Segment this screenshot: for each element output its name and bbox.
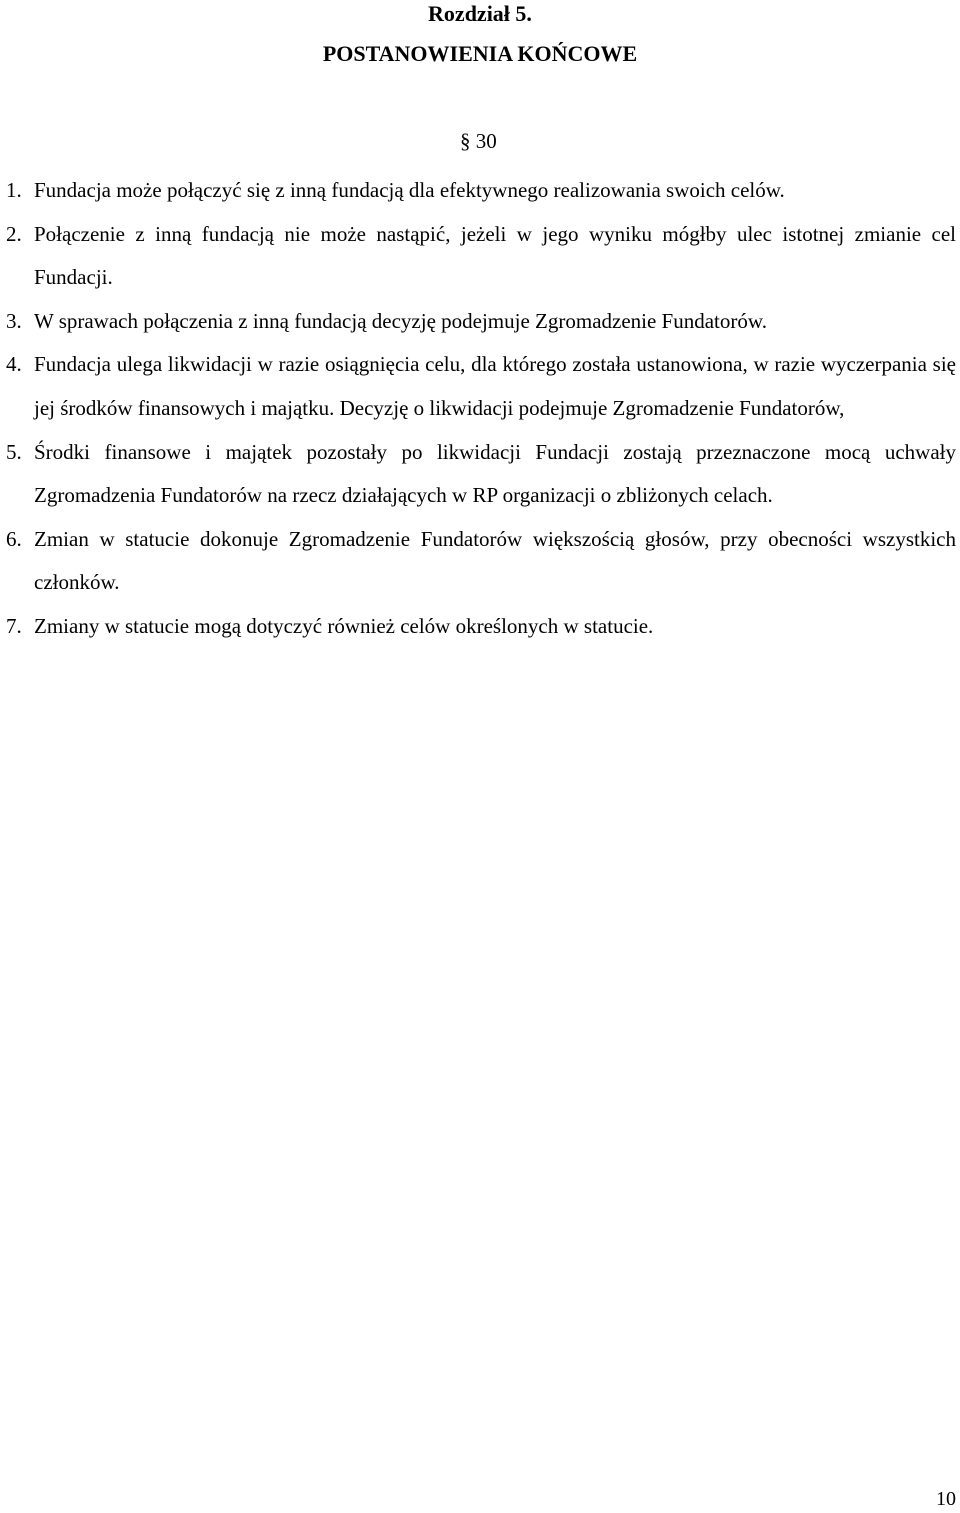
item-number: 7.: [6, 613, 22, 638]
section-symbol: §: [460, 129, 471, 153]
list-item: [6, 518, 956, 605]
item-text: W sprawach połączenia z inną fundacją decyzję podejmuje Zgromadzenie Fundatorów.: [34, 308, 767, 333]
item-text: Połączenie z inną fundacją nie może nastąpić, jeżeli w jego wyniku mógłby ulec istotnej zmianie cel Fundacji.: [34, 221, 956, 290]
list-item: [6, 605, 956, 649]
item-number: 1.: [6, 178, 22, 202]
item-text: Środki finansowe i majątek pozostały po likwidacji Fundacji zostają przeznaczone mocą uchwały Zgromadzenia Fundatorów na rzecz działających w RP organizacji o zbliżonych celach.: [34, 439, 956, 508]
list-item: [6, 213, 956, 300]
chapter-title: Rozdział 5.: [428, 1, 532, 26]
item-number: 6.: [6, 526, 22, 551]
item-text: Fundacja może połączyć się z inną fundacją dla efektywnego realizowania swoich celów.: [34, 178, 785, 202]
item-number: 5.: [6, 439, 22, 464]
item-number: 3.: [6, 308, 22, 333]
section-number: 30: [475, 129, 497, 153]
chapter-subtitle: POSTANOWIENIA KOŃCOWE: [322, 41, 638, 66]
item-text: Zmiany w statucie mogą dotyczyć również celów określonych w statucie.: [34, 613, 654, 638]
list-item: [6, 343, 956, 430]
item-text: Zmian w statucie dokonuje Zgromadzenie Fundatorów większością głosów, przy obecności wszystkich członków.: [34, 526, 956, 595]
item-number: 2.: [6, 221, 22, 246]
list-item: [6, 300, 956, 344]
list-item: [6, 169, 956, 213]
section-heading: [460, 126, 497, 156]
item-text: Fundacja ulega likwidacji w razie osiągnięcia celu, dla którego została ustanowiona, w razie wyczerpania się jej środków finansowych i majątku. Decyzję o likwidacji podejmuje Zgromadzenie Fundatorów,: [34, 352, 956, 420]
provisions-list: [6, 169, 956, 649]
list-item: [6, 431, 956, 518]
item-number: 4.: [6, 352, 22, 377]
page-number: 10: [936, 1488, 956, 1510]
